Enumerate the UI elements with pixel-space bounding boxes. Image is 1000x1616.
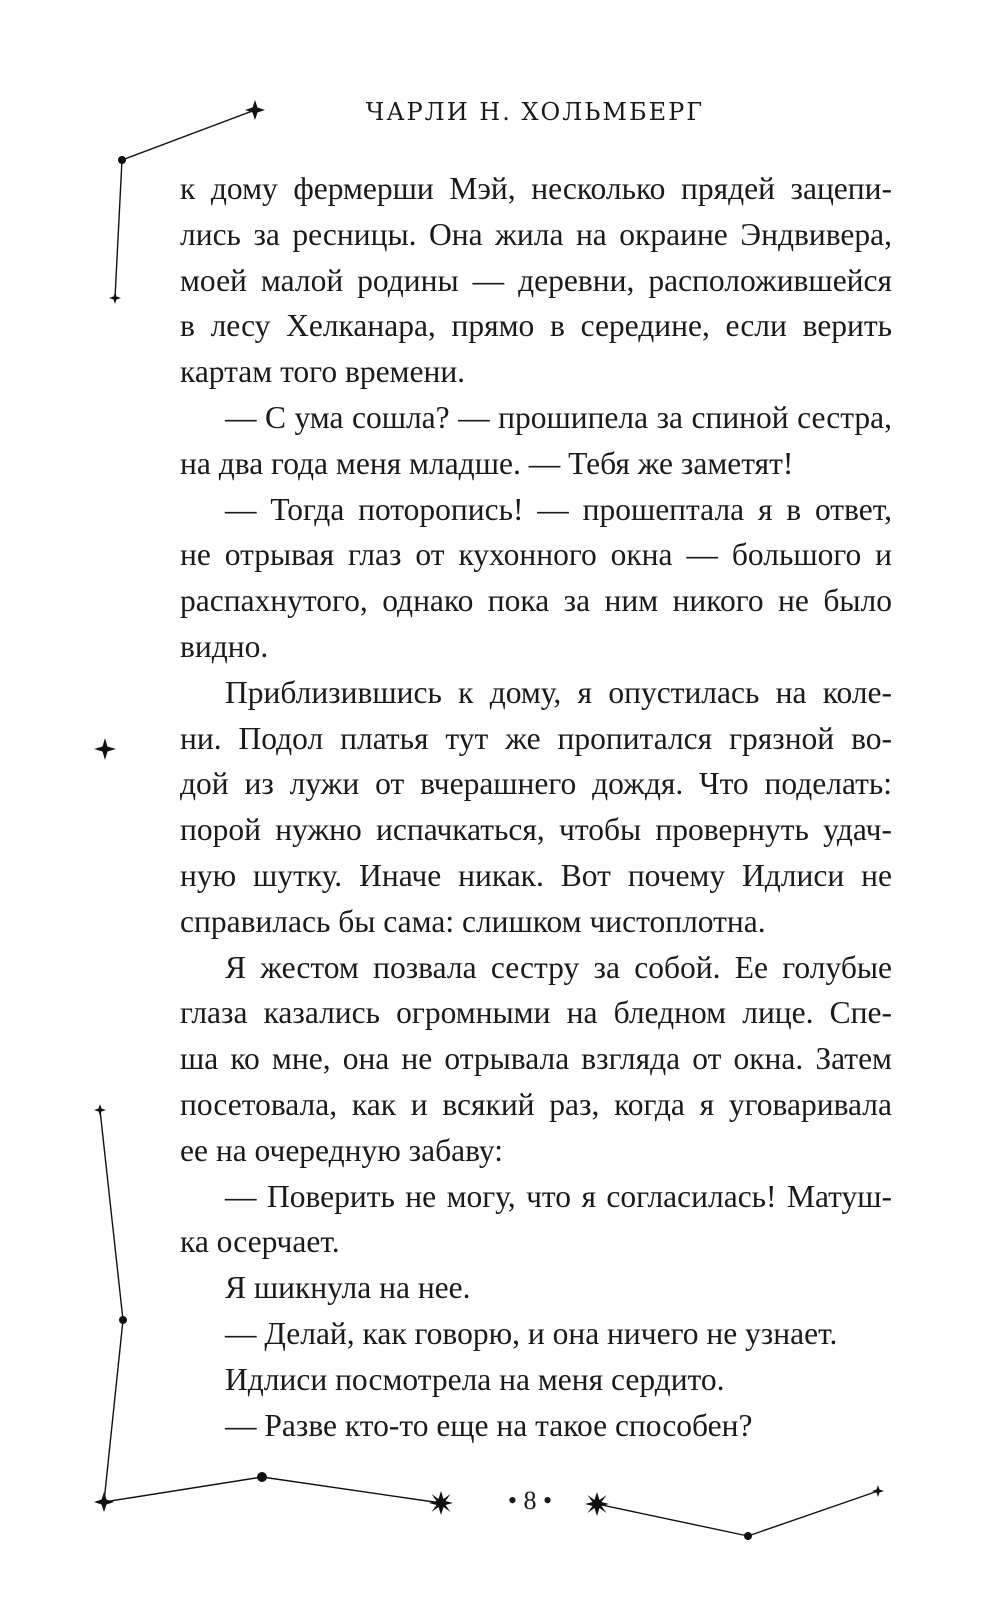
constellation-dot — [744, 1532, 752, 1540]
star-icon — [872, 1485, 884, 1497]
text-line: видно. — [180, 628, 269, 664]
text-line: на два года меня младше. — Тебя же заметят! — [180, 445, 794, 481]
text-line: справилась бы сама: слишком чистоплотна. — [180, 903, 766, 939]
constellation-dot — [118, 156, 126, 164]
text-line: моей малой родины — деревни, расположившейся — [180, 262, 892, 298]
text-line: — Разве кто-то еще на такое способен? — [225, 1407, 753, 1443]
text-line: в лесу Хелканара, прямо в середине, если верить — [180, 308, 892, 344]
text-line: глаза казались огромными на бледном лице. Спе- — [180, 995, 892, 1031]
star-icon — [109, 292, 121, 304]
text-line: распахнутого, однако пока за ним никого не было — [180, 583, 892, 619]
star-left-margin-icon — [94, 738, 116, 760]
text-line: ни. Подол платья тут же пропитался грязной во- — [180, 720, 892, 756]
constellation-dot — [119, 1316, 127, 1324]
constellation-dot — [257, 1472, 267, 1482]
text-line: ка осерчает. — [180, 1224, 340, 1260]
text-line: посетовала, как и всякий раз, когда я уговаривала — [180, 1086, 892, 1122]
text-line: ную шутку. Иначе никак. Вот почему Идлиси не — [180, 857, 892, 893]
text-line: картам того времени. — [180, 354, 466, 390]
text-line: Я шикнула на нее. — [225, 1270, 471, 1306]
text-line: ша ко мне, она не отрывала взгляда от окна. Затем — [180, 1041, 892, 1077]
text-line: не отрывая глаз от кухонного окна — большого и — [180, 537, 892, 573]
text-line: — С ума сошла? — прошипела за спиной сестра, — [225, 399, 892, 435]
page-number: • 8 • — [507, 1486, 553, 1515]
star-icon — [94, 1492, 114, 1512]
text-line: к дому фермерши Мэй, несколько прядей зацепи- — [180, 171, 892, 206]
running-header: ЧАРЛИ Н. ХОЛЬМБЕРГ — [365, 98, 705, 126]
text-line: ее на очередную забаву: — [180, 1132, 503, 1168]
text-line: Приблизившись к дому, я опустилась на коле- — [225, 674, 892, 710]
text-line: порой нужно испачкаться, чтобы провернуть удач- — [180, 812, 892, 848]
text-line: — Поверить не могу, что я согласилась! Матуш- — [225, 1178, 892, 1214]
page-body-text — [180, 166, 892, 1448]
text-line: — Тогда поторопись! — прошептала я в ответ, — [225, 491, 892, 527]
text-line: — Делай, как говорю, и она ничего не узнает. — [225, 1315, 838, 1351]
text-line: Я жестом позвала сестру за собой. Ее голубые — [225, 949, 892, 985]
star-footer-left-icon — [429, 1491, 453, 1515]
text-line: Идлиси посмотрела на меня сердито. — [225, 1361, 725, 1397]
star-icon — [94, 1104, 106, 1116]
text-line: дой из лужи от вчерашнего дождя. Что поделать: — [180, 766, 892, 802]
text-line: лись за ресницы. Она жила на окраине Эндвивера, — [180, 216, 892, 252]
